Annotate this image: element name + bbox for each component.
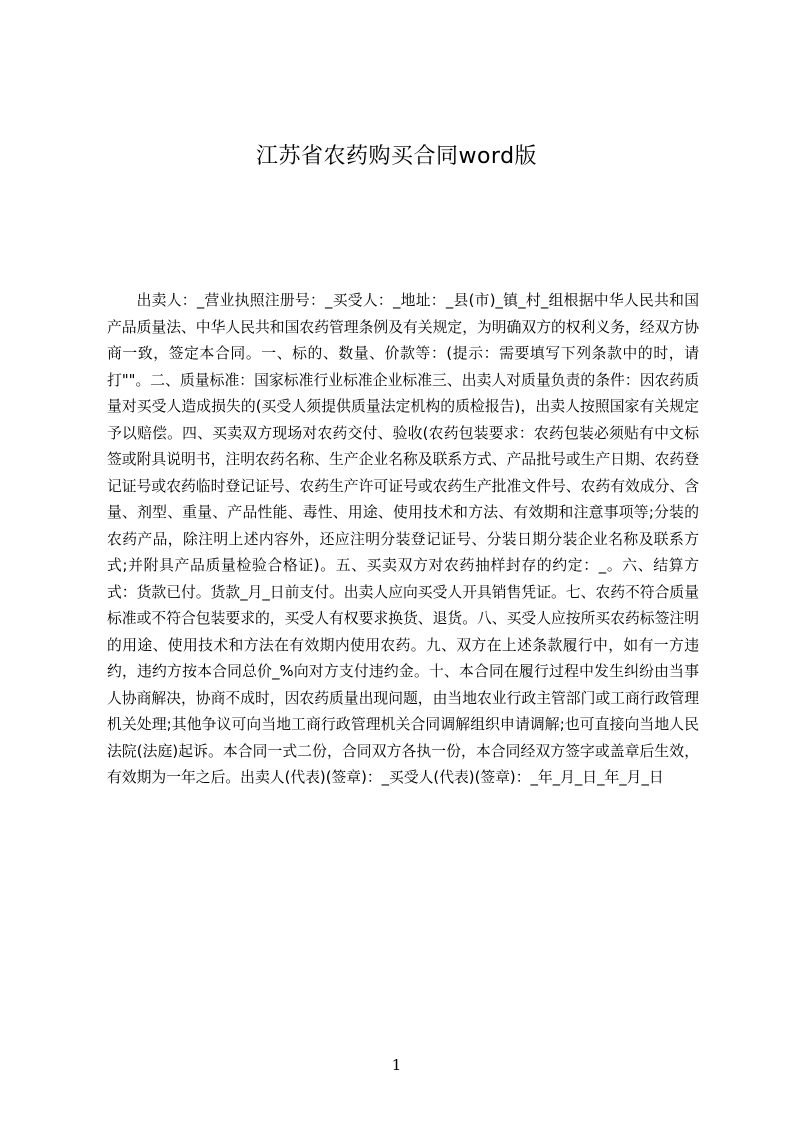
document-title: 江苏省农药购买合同word版 (255, 144, 538, 169)
page-number: 1 (391, 1056, 402, 1074)
contract-body-text: 出卖人：_营业执照注册号：_买受人：_地址：_县(市)_镇_村_组根据中华人民共和国产品质量法、中华人民共和国农药管理条例及有关规定，为明确双方的权利义务，经双方协商一致，签定本合同。一、标的、数量、价款等：(提示：需要填写下列条款中的时，请打""。二、质量标准：国家标准行业标准企业标准三、出卖人对质量负责的条件：因农药质量对买受人造成损失的(买受人须提供质量法定机构的质检报告)，出卖人按照国家有关规定予以赔偿。四、买卖双方现场对农药交付、验收(农药包装要求：农药包装必须贴有中文标签或附具说明书，注明农药名称、生产企业名称及联系方式、产品批号或生产日期、农药登记证号或农药临时登记证号、农药生产许可证号或农药生产批准文件号、农药有效成分、含量、剂型、重量、产品性能、毒性、用途、使用技术和方法、有效期和注意事项等;分装的农药产品，除注明上述内容外，还应注明分装登记证号、分装日期分装企业名称及联系方式;并附具产品质量检验合格证)。五、买卖双方对农药抽样封存的约定：_。六、结算方式：货款已付。货款_月_日前支付。出卖人应向买受人开具销售凭证。七、农药不符合质量标准或不符合包装要求的，买受人有权要求换货、退货。八、买受人应按所买农药标签注明的用途、使用技术和方法在有效期内使用农药。九、双方在上述条款履行中，如有一方违约，违约方按本合同总价_%向对方支付违约金。十、本合同在履行过程中发生纠纷由当事人协商解决，协商不成时，因农药质量出现问题，由当地农业行政主管部门或工商行政管理机关处理;其他争议可向当地工商行政管理机关合同调解组织申请调解;也可直接向当地人民法院(法庭)起诉。本合同一式二份，合同双方各执一份，本合同经双方签字或盖章后生效，有效期为一年之后。出卖人(代表)(签章)：_买受人(代表)(签章)：_年_月_日_年_月_日 (107, 292, 699, 786)
